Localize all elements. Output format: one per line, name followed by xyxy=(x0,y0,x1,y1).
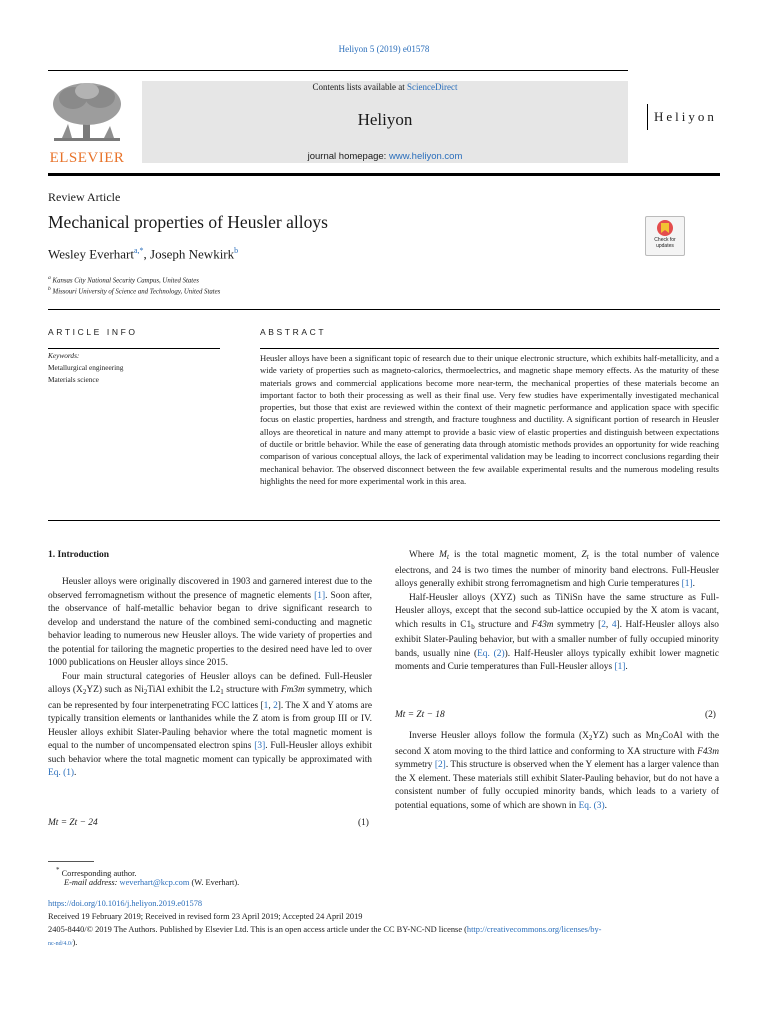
keywords-label: Keywords: xyxy=(48,351,80,360)
text-run: symmetry xyxy=(395,760,435,770)
email-link[interactable]: weverhart@kcp.com xyxy=(119,878,190,887)
text-run: is the total magnetic moment, xyxy=(448,550,582,560)
left-column xyxy=(48,576,372,781)
affiliation-mark: b xyxy=(48,286,51,292)
homepage-line xyxy=(142,151,628,162)
citation-link[interactable]: 4 xyxy=(611,619,617,630)
homepage-link[interactable]: www.heliyon.com xyxy=(388,151,463,162)
text-run: Half-Heusler alloys (XYZ) such as TiNiSn have the same structure as Full-Heusler alloys, except that the second sub-lattice occupied by the X atom is vacant, which results in C1 xyxy=(395,592,719,630)
publisher-logo xyxy=(48,80,126,168)
text-run: . Soon after, the observance of half-metallic behavior began to drive significant research to develop and understand the nature of the combined semi-conducting and magnetic behavior leading to numerous new Heusler alloys. The wide variety of properties and the potential for tailoring the magnetic properties to the desired need have led to over 1000 publications on Heusler alloys since 2015. xyxy=(48,590,372,668)
text-run: Inverse Heusler alloys follow the formula (X xyxy=(409,731,589,741)
tree-icon xyxy=(48,80,126,148)
license-link[interactable]: http://creativecommons.org/licenses/by- xyxy=(466,925,602,934)
equation-link[interactable]: Eq. (3) xyxy=(578,800,605,811)
text-run: YZ) such as Ni xyxy=(86,685,144,695)
license-text: ). xyxy=(72,937,78,947)
author-list xyxy=(48,246,238,262)
right-column-continued xyxy=(395,730,719,813)
text-run: structure with xyxy=(223,685,281,695)
text-run: ]. The X and Y atoms are typically transition elements or lanthanides while the Z atom is from group III or IV. Heusler alloys exhibit Slater-Pauling behavior where the total magnetic moment is equal to the number of uncompensated electron spins xyxy=(48,700,372,751)
homepage-prefix: journal homepage: xyxy=(307,151,389,162)
text-run: TiAl exhibit the L2 xyxy=(147,685,221,695)
article-info-heading: ARTICLE INFO xyxy=(48,327,138,337)
affiliation-text: Missouri University of Science and Technology, United States xyxy=(52,288,221,296)
journal-name: Heliyon xyxy=(357,110,413,129)
sciencedirect-link[interactable]: ScienceDirect xyxy=(407,82,458,92)
affiliation xyxy=(48,275,199,284)
author-separator: , xyxy=(143,246,151,262)
header-rule xyxy=(48,70,628,71)
badge-text: Check for updates xyxy=(654,237,676,249)
subscript: 1 xyxy=(220,688,224,696)
citation-link[interactable]: [3] xyxy=(254,741,266,751)
citation-link[interactable]: [1] xyxy=(314,590,326,601)
corresponding-text: Corresponding author. xyxy=(61,868,137,878)
author-marks[interactable]: b xyxy=(234,246,239,255)
citation-link[interactable]: [1] xyxy=(681,579,693,589)
text-run: symmetry [ xyxy=(553,619,602,630)
check-for-updates-badge[interactable] xyxy=(645,216,685,256)
abstract-text: Heusler alloys have been a significant topic of research due to their unique electronic structure, which exhibits half-metallicity, and a wide variety of properties such as magneto-calorics, thermoelectrics, and magnetic shape memory effects. As the maturity of these materials grows and commercial applications become more near-term, the mechanical properties of these materials become an important factor to both their processing as well as their final use. Very few studies have experimentally investigated mechanical properties, but those that exist are reviewed within the context of their magnetic performance and application space with specific focus on elastic properties, hardness and strength, and fracture toughness and ductility. A significant portion of research in Heusler alloys are theoretical in nature and many attempt to provide a basic view of elastic properties and distinguish between expectations of ductile or brittle behavior. While the ease of generating data through atomistic methods provides an opportunity for wide reaching comparison of various conceptual alloys, the lack of experimental validation may be leading to incorrect conclusions regarding their mechanical behavior. The observed disconnect between the few available experimental results and the numerous modeling results highlights the need for more experimental work in this area. xyxy=(260,353,719,486)
divider xyxy=(48,309,720,310)
divider xyxy=(48,348,220,349)
equation-link[interactable]: Eq. (2) xyxy=(477,648,505,659)
equation-link[interactable]: Eq. (1) xyxy=(48,768,75,778)
email-label: E-mail address: xyxy=(64,878,120,887)
equation-number: (2) xyxy=(705,710,716,720)
citation-link[interactable]: [2] xyxy=(434,760,446,770)
text-run: . Full-Heusler alloys exhibit such behavior where the total magnetic moment can typically be approximated with xyxy=(48,741,372,765)
paragraph: Where $M_t$ is the total magnetic moment, $Z_t$ is the total number of valence electrons, and 24 is two times the number of minority band electrons. Full-Heusler alloys generally exhibit strong ferromagnetism and high Curie temperatures [1]. xyxy=(395,550,719,589)
running-header[interactable]: Heliyon 5 (2019) e01578 xyxy=(338,44,430,54)
paragraph: Four main structural categories of Heusler alloys can be defined. Full-Heusler alloys $(X_2YZ)$ such as $Ni_2TiAl$ exhibit the $L2_1$ structure with Fm3m symmetry, which can be represented by four interpenetrating FCC lattices [1, 2]. The X and Y atoms are typically transition elements or lanthanides while the Z atom is from group III or IV. Heusler alloys exhibit Slater-Pauling behavior where the total magnetic moment is equal to the number of uncompensated electron spins [3]. Full-Heusler alloys exhibit such behavior where the total magnetic moment can typically be approximated with Eq. (1). xyxy=(48,671,373,778)
space-group: F43m xyxy=(531,619,554,630)
text-run: ). Half-Heusler alloys typically exhibit lower magnetic moments and Curie temperatures than Full-Heusler alloys xyxy=(395,648,719,672)
subscript: 2 xyxy=(82,688,87,696)
text-run: Heusler alloys were originally discovered in 1903 and garnered interest due to the observed ferromagnetism without the presence of magnetic elements xyxy=(48,577,372,601)
citation-link[interactable]: 2 xyxy=(601,619,606,630)
text-run: Where xyxy=(409,550,440,560)
author-name: Joseph Newkirk xyxy=(150,246,235,262)
license-line xyxy=(48,924,720,950)
right-column xyxy=(395,549,719,675)
contents-prefix: Contents lists available at xyxy=(312,82,407,92)
license-link[interactable]: nc-nd/4.0/ xyxy=(48,940,73,947)
journal-banner xyxy=(142,81,628,163)
article-title: Mechanical properties of Heusler alloys xyxy=(48,212,328,232)
equation-1: Mt = Zt − 24 xyxy=(48,818,98,828)
footnote-mark: * xyxy=(56,866,60,874)
text-run: CoAl with the second X atom moving to the third lattice and conforming to XA structure with xyxy=(395,731,720,757)
keyword: Materials science xyxy=(48,375,99,384)
paragraph: Half-Heusler alloys (XYZ) such as TiNiSn have the same structure as Full-Heusler alloys, except that the second sub-lattice occupied by the X atom is vacant, which results in $C1_b$ structure and F43m symmetry [2, 4]. Half-Heusler alloys also exhibit Slater-Pauling behavior, but with a smaller number of fully occupied minority bands, usually nine (Eq. (2)). Half-Heusler alloys typically exhibit lower magnetic moments and Curie temperatures than Full-Heusler alloys [1]. xyxy=(395,592,719,672)
divider xyxy=(48,520,720,521)
text-run: ]. Half-Heusler alloys also exhibit Slater-Pauling behavior, but with a smaller number of fully occupied minority bands, usually nine ( xyxy=(395,619,719,659)
email-line xyxy=(64,877,239,890)
journal-logo-text: Heliyon xyxy=(654,109,717,124)
doi-link[interactable]: https://doi.org/10.1016/j.heliyon.2019.e01578 xyxy=(48,899,203,908)
subscript: 2 xyxy=(658,734,663,742)
subscript: b xyxy=(471,622,475,631)
abstract-heading: ABSTRACT xyxy=(260,327,327,337)
affiliation xyxy=(48,286,220,295)
subscript: 2 xyxy=(588,734,593,742)
space-group: Fm3m xyxy=(280,685,305,695)
space-group: F43m xyxy=(697,746,719,757)
citation-link[interactable]: 1 xyxy=(263,700,269,711)
bookmark-icon xyxy=(646,217,684,239)
license-text: 2405-8440/© 2019 The Authors. Published by Elsevier Ltd. This is an open access article under the CC BY-NC-ND license ( xyxy=(48,925,467,934)
received-dates: Received 19 February 2019; Received in revised form 23 April 2019; Accepted 24 April 2019 xyxy=(48,912,363,921)
text-run: YZ) such as Mn xyxy=(592,731,659,741)
banner-rule xyxy=(48,173,720,176)
divider xyxy=(260,348,719,349)
paragraph xyxy=(48,576,372,671)
article-type: Review Article xyxy=(48,190,121,204)
text-run: structure and xyxy=(474,619,532,630)
text-run: Four main structural categories of Heusler alloys can be defined. Full-Heusler alloys (X xyxy=(48,671,372,695)
email-suffix: (W. Everhart). xyxy=(189,878,240,887)
author-name: Wesley Everhart xyxy=(48,246,134,262)
author-marks[interactable]: a,* xyxy=(133,246,144,255)
citation-link[interactable]: [1] xyxy=(614,662,626,672)
citation-link[interactable]: 2 xyxy=(273,700,278,711)
keyword: Metallurgical engineering xyxy=(48,363,124,372)
elsevier-wordmark: ELSEVIER xyxy=(49,150,125,166)
text-run: . This structure is observed when the Y element has a larger valence than the X element. These materials still exhibit Slater-Pauling behavior, but do not have a consistent number of fully occupied minority bands, which leads to a variety of potential equations, some of which are shown in xyxy=(395,760,719,811)
text-run: is the total number of valence electrons, and 24 is two times the number of minority band electrons. Full-Heusler alloys generally exhibit strong ferromagnetism and high Curie temperatures xyxy=(395,550,719,589)
affiliation-text: Kansas City National Security Campus, United States xyxy=(52,277,199,285)
equation-2: Mt = Zt − 18 xyxy=(395,710,445,720)
contents-line xyxy=(142,81,628,93)
section-heading: 1. Introduction xyxy=(48,550,110,560)
subscript: 2 xyxy=(143,688,148,696)
footnote-rule xyxy=(48,861,94,862)
affiliation-mark: a xyxy=(48,275,51,281)
equation-number: (1) xyxy=(358,818,369,828)
journal-logo xyxy=(647,104,728,130)
paragraph: Inverse Heusler alloys follow the formula $(X_2YZ)$ such as $Mn_2CoAl$ with the second X atom moving to the third lattice and conforming to XA structure with F43m symmetry [2]. This structure is observed when the Y element has a larger valence than the X element. These materials still exhibit Slater-Pauling behavior, but do not have a consistent number of fully occupied minority bands, which leads to a variety of potential equations, some of which are shown in Eq. (3). xyxy=(395,731,720,811)
text-run: symmetry, which can be represented by four interpenetrating FCC lattices [ xyxy=(48,685,373,711)
